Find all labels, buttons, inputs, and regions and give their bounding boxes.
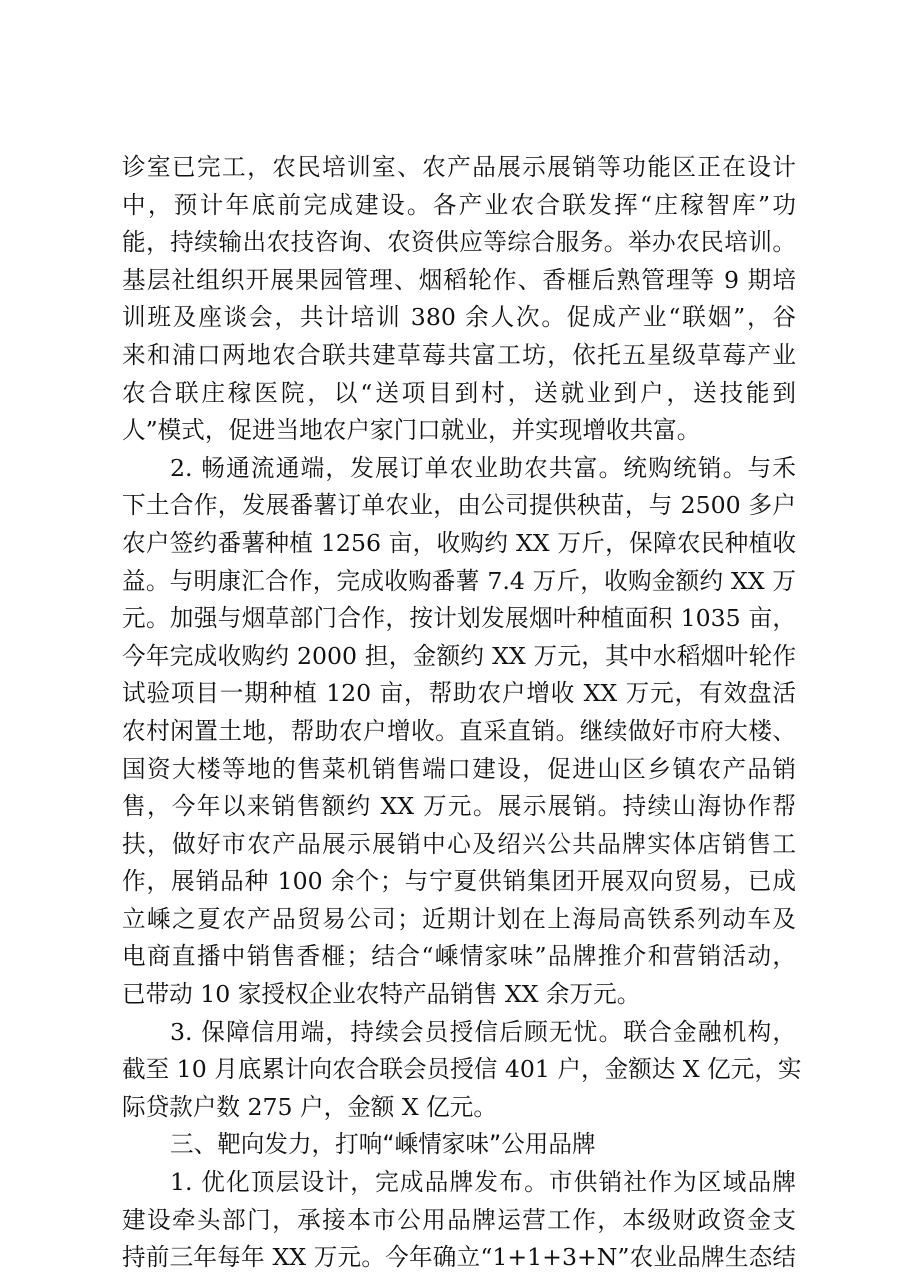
text-line: 国资大楼等地的售菜机销售端口建设，促进山区乡镇农产品销: [122, 754, 796, 783]
document-body: [122, 149, 802, 1277]
paragraph-2: [122, 450, 796, 1014]
text-line: 益。与明康汇合作，完成收购番薯 7.4 万斤，收购金额约 XX 万: [122, 566, 796, 595]
text-line: 下土合作，发展番薯订单农业，由公司提供秧苗，与 2500 多户: [122, 491, 796, 520]
text-line: 作，展销品种 100 余个；与宁夏供销集团开展双向贸易，已成: [122, 867, 796, 896]
text-line: 元。加强与烟草部门合作，按计划发展烟叶种植面积 1035 亩，: [122, 604, 796, 633]
text-line: 电商直播中销售香榧；结合“嵊情家味”品牌推介和营销活动，: [122, 942, 796, 971]
text-line: 建设牵头部门，承接本市公用品牌运营工作，本级财政资金支: [122, 1205, 796, 1234]
text-line: 能，持续输出农技咨询、农资供应等综合服务。举办农民培训。: [122, 228, 796, 257]
text-line: 售，今年以来销售额约 XX 万元。展示展销。持续山海协作帮: [122, 792, 796, 821]
text-line: 今年完成收购约 2000 担，金额约 XX 万元，其中水稻烟叶轮作: [122, 641, 796, 670]
text-line: 农村闲置土地，帮助农户增收。直采直销。继续做好市府大楼、: [122, 716, 796, 745]
text-line: 2. 畅通流通端，发展订单农业助农共富。统购统销。与禾: [170, 453, 796, 482]
text-line: 持前三年每年 XX 万元。今年确立“1+1+3+N”农业品牌生态结: [122, 1243, 796, 1272]
paragraph-4: [122, 1164, 796, 1277]
text-line: 人”模式，促进当地农户家门口就业，并实现增收共富。: [122, 416, 701, 445]
text-line: 已带动 10 家授权企业农特产品销售 XX 余万元。: [122, 980, 641, 1009]
text-line: 截至 10 月底累计向农合联会员授信 401 户，金额达 X 亿元，实: [122, 1055, 802, 1084]
paragraph-1: [122, 149, 796, 450]
text-line: 际贷款户数 275 户，金额 X 亿元。: [122, 1092, 497, 1121]
paragraph-3: [122, 1014, 802, 1127]
text-line: 扶，做好市农产品展示展销中心及绍兴公共品牌实体店销售工: [122, 829, 796, 858]
section-heading: 三、靶向发力，打响“嵊情家味”公用品牌: [170, 1130, 596, 1159]
text-line: 中，预计年底前完成建设。各产业农合联发挥“庄稼智库”功: [122, 190, 796, 219]
text-line: 立嵊之夏农产品贸易公司；近期计划在上海局高铁系列动车及: [122, 904, 796, 933]
text-line: 1. 优化顶层设计，完成品牌发布。市供销社作为区域品牌: [170, 1168, 796, 1197]
text-line: 来和浦口两地农合联共建草莓共富工坊，依托五星级草莓产业: [122, 340, 796, 369]
text-line: 农合联庄稼医院，以“送项目到村，送就业到户，送技能到: [122, 378, 796, 407]
text-line: 训班及座谈会，共计培训 380 余人次。促成产业“联姻”，谷: [122, 303, 796, 332]
text-line: 试验项目一期种植 120 亩，帮助农户增收 XX 万元，有效盘活: [122, 679, 796, 708]
text-line: 农户签约番薯种植 1256 亩，收购约 XX 万斤，保障农民种植收: [122, 528, 796, 557]
text-line: 基层社组织开展果园管理、烟稻轮作、香榧后熟管理等 9 期培: [122, 265, 796, 294]
text-line: 3. 保障信用端，持续会员授信后顾无忧。联合金融机构，: [170, 1017, 796, 1046]
text-line: 诊室已完工，农民培训室、农产品展示展销等功能区正在设计: [122, 153, 796, 181]
